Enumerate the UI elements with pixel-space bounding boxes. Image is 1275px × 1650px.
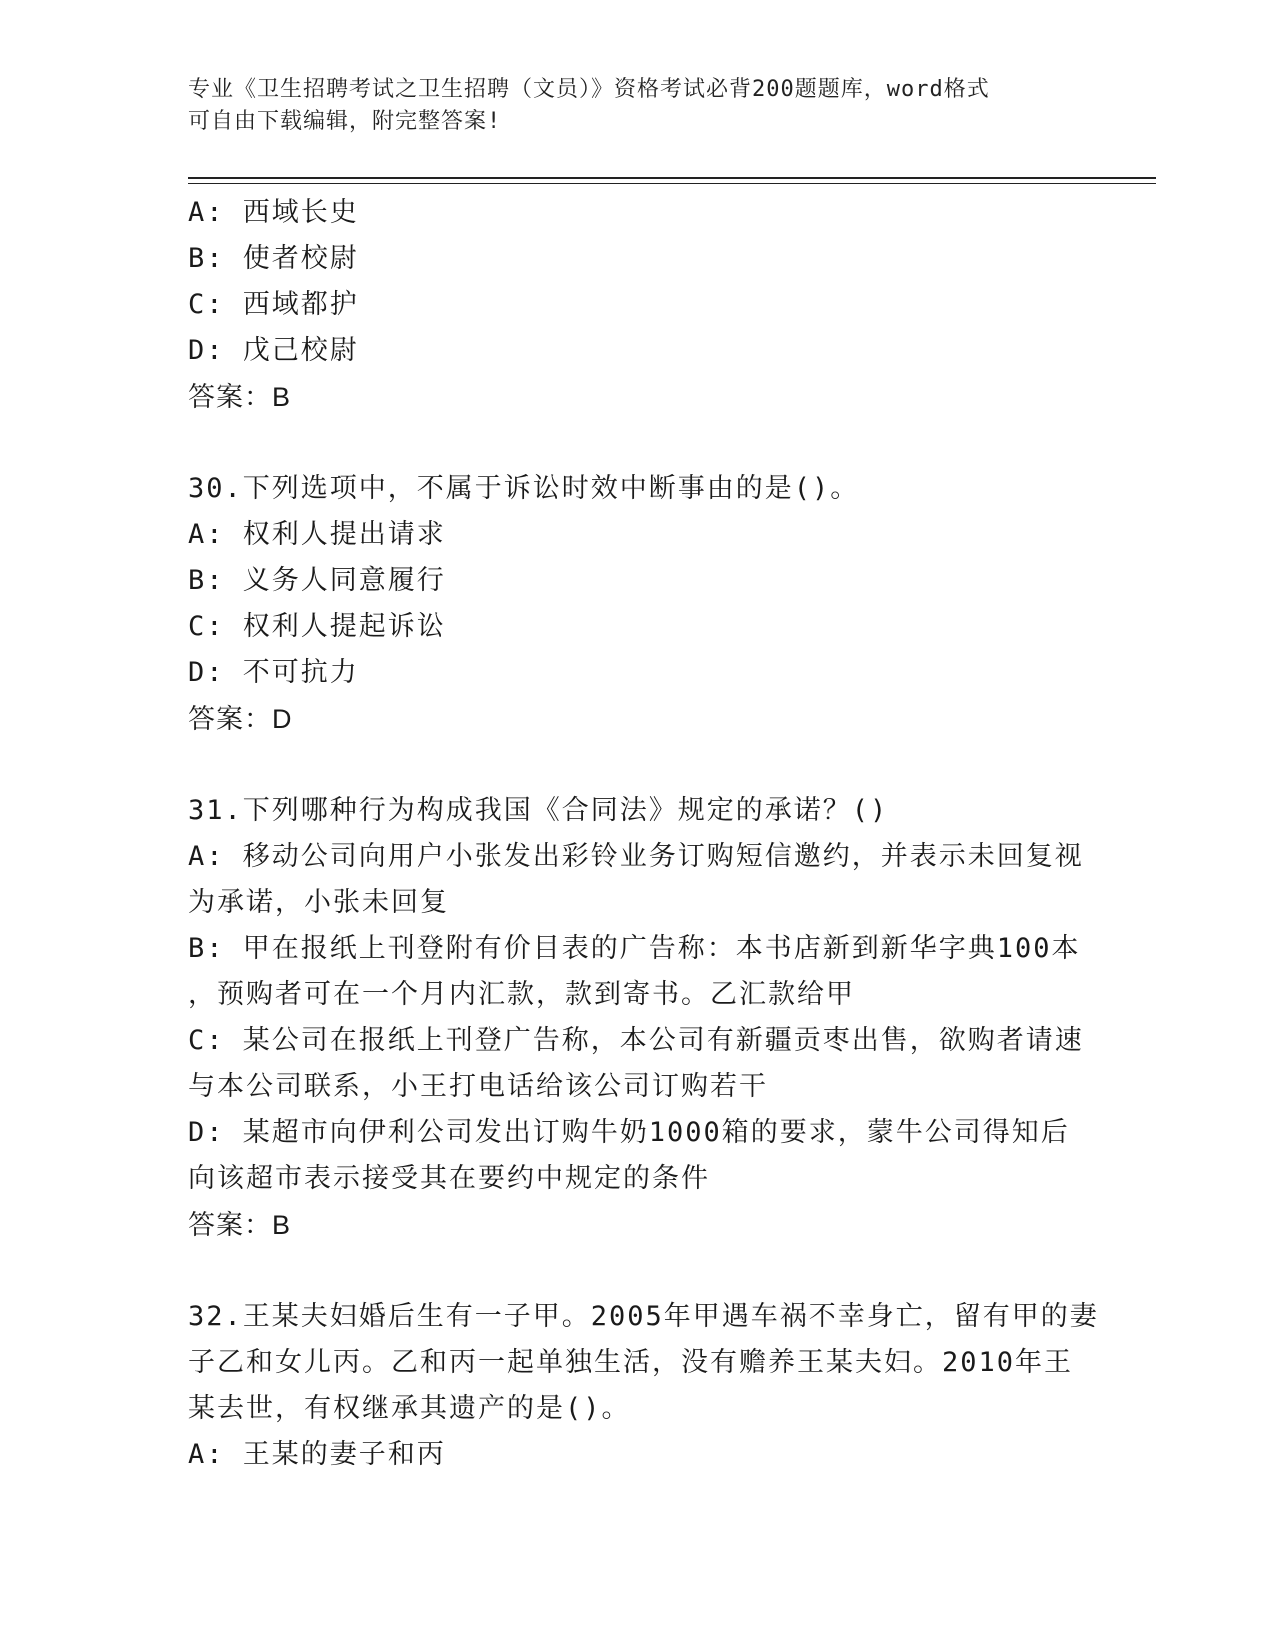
answer-line: 答案：D: [188, 704, 293, 734]
option-a-line-1: A: 移动公司向用户小张发出彩铃业务订购短信邀约，并表示未回复视: [188, 841, 1084, 872]
answer-line: 答案：B: [188, 382, 292, 412]
option-a: A: 王某的妻子和丙: [188, 1439, 446, 1470]
option-c-line-1: C: 某公司在报纸上刊登广告称，本公司有新疆贡枣出售，欲购者请速: [188, 1025, 1084, 1056]
option-b: B: 义务人同意履行: [188, 565, 446, 596]
option-b: B: 使者校尉: [188, 243, 359, 274]
question-31: [188, 788, 1108, 1248]
spacer: [188, 420, 1108, 466]
option-c: C: 权利人提起诉讼: [188, 611, 446, 642]
question-text-line-1: 32.王某夫妇婚后生有一子甲。2005年甲遇车祸不幸身亡，留有甲的妻: [188, 1301, 1099, 1332]
header-divider-thick: [188, 177, 1156, 179]
header-divider-thin: [188, 183, 1156, 184]
question-32: [188, 1294, 1108, 1478]
option-d-line-2: 向该超市表示接受其在要约中规定的条件: [188, 1163, 710, 1194]
question-list: [188, 190, 1108, 1478]
option-d-line-1: D: 某超市向伊利公司发出订购牛奶1000箱的要求，蒙牛公司得知后: [188, 1117, 1070, 1148]
question-text: 30.下列选项中，不属于诉讼时效中断事由的是()。: [188, 473, 860, 504]
option-a-line-2: 为承诺，小张未回复: [188, 887, 449, 918]
answer-line: 答案：B: [188, 1210, 292, 1240]
option-c: C: 西域都护: [188, 289, 359, 320]
option-b-line-1: B: 甲在报纸上刊登附有价目表的广告称：本书店新到新华字典100本: [188, 933, 1081, 964]
document-header: [188, 74, 1068, 138]
option-a: A: 权利人提出请求: [188, 519, 446, 550]
question-29: [188, 190, 1108, 420]
question-text-line-3: 某去世，有权继承其遗产的是()。: [188, 1393, 631, 1424]
header-title-line-1: 专业《卫生招聘考试之卫生招聘（文员）》资格考试必背200题题库，word格式: [188, 77, 990, 102]
option-d: D: 不可抗力: [188, 657, 359, 688]
option-c-line-2: 与本公司联系，小王打电话给该公司订购若干: [188, 1071, 768, 1102]
header-title-line-2: 可自由下载编辑，附完整答案!: [188, 109, 502, 134]
option-d: D: 戊己校尉: [188, 335, 359, 366]
option-b-line-2: ，预购者可在一个月内汇款，款到寄书。乙汇款给甲: [188, 979, 855, 1010]
question-30: [188, 466, 1108, 742]
spacer: [188, 742, 1108, 788]
question-text: 31.下列哪种行为构成我国《合同法》规定的承诺？(): [188, 795, 889, 826]
spacer: [188, 1248, 1108, 1294]
question-text-line-2: 子乙和女儿丙。乙和丙一起单独生活，没有赡养王某夫妇。2010年王: [188, 1347, 1074, 1378]
option-a: A: 西域长史: [188, 197, 359, 228]
